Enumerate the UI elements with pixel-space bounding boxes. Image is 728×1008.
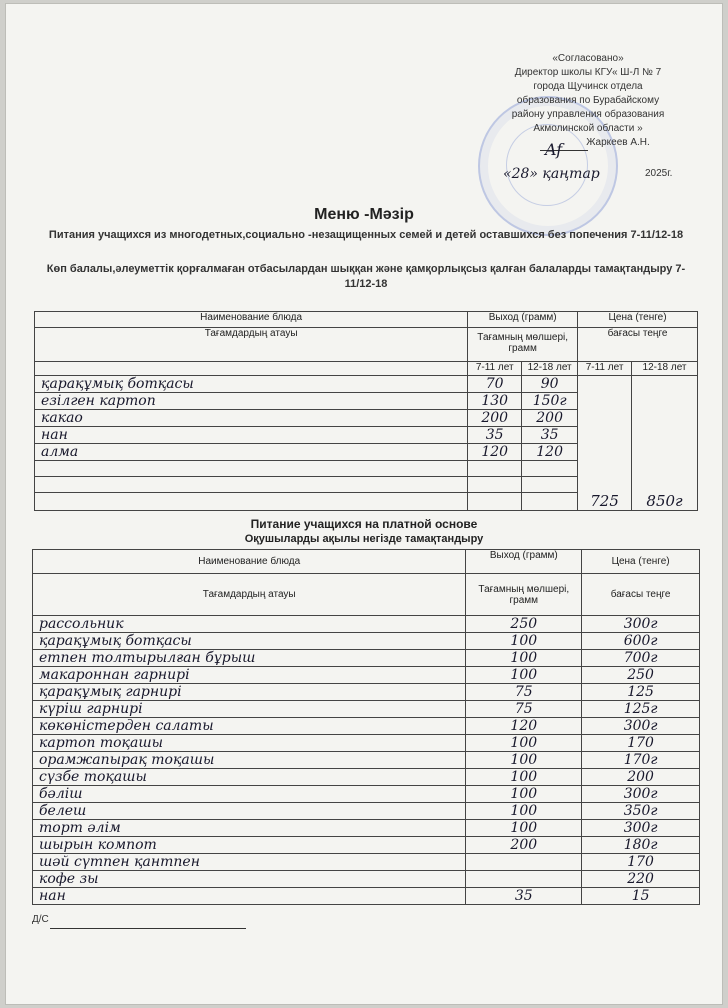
empty-row — [35, 461, 468, 477]
total-price-7-11: 725 — [578, 376, 632, 511]
dish-price: 170 — [582, 854, 700, 871]
subtitle-ru: Питания учащихся из многодетных,социально -незащищенных семей и детей оставшихся без попечения 7-11/12-18 — [48, 229, 684, 241]
approval-line: «Согласовано» — [552, 53, 624, 64]
dish-name: етпен толтырылған бұрыш — [33, 650, 466, 667]
dish-name: көкөністерден салаты — [33, 718, 466, 735]
dish-output: 35 — [466, 888, 582, 905]
dish-output: 100 — [466, 769, 582, 786]
age-12-18: 12-18 лет — [522, 362, 578, 376]
dish-output: 120 — [466, 718, 582, 735]
director-name: Жаркеев А.Н. — [586, 137, 650, 148]
dish-name: күріш гарнирі — [33, 701, 466, 718]
approval-block — [478, 52, 698, 150]
dish-output: 100 — [466, 650, 582, 667]
dish-output-12-18: 150г — [522, 393, 578, 410]
age-7-11-price: 7-11 лет — [578, 362, 632, 376]
dish-name: қарақұмық ботқасы — [35, 376, 468, 393]
dish-price: 300г — [582, 786, 700, 803]
dish-name: бәліш — [33, 786, 466, 803]
col-header-price-kz: бағасы теңге — [578, 328, 698, 362]
dish-price: 300г — [582, 718, 700, 735]
dish-name: сүзбе тоқашы — [33, 769, 466, 786]
approval-line: Директор школы КГУ« Ш-Л № 7 — [514, 67, 662, 78]
dish-name: шәй сүтпен қантпен — [33, 854, 466, 871]
empty-row — [35, 477, 468, 493]
dish-output-12-18: 35 — [522, 427, 578, 444]
dish-output-7-11: 70 — [468, 376, 522, 393]
dish-price: 300г — [582, 616, 700, 633]
dish-name: рассольник — [33, 616, 466, 633]
col-header-name-kz: Тағамдардың атауы — [35, 328, 468, 362]
col-header-price-kz: бағасы теңге — [582, 574, 700, 616]
dish-output-7-11: 130 — [468, 393, 522, 410]
dish-output-12-18: 200 — [522, 410, 578, 427]
dish-price: 250 — [582, 667, 700, 684]
section2-title-kz: Оқушыларды ақылы негізде тамақтандыру — [244, 533, 484, 545]
age-7-11: 7-11 лет — [468, 362, 522, 376]
empty-row — [35, 493, 468, 511]
dish-price: 170г — [582, 752, 700, 769]
dish-name: алма — [35, 444, 468, 461]
col-header-price-ru: Цена (тенге) — [578, 312, 698, 328]
dish-output: 200 — [466, 837, 582, 854]
dish-name: нан — [33, 888, 466, 905]
dish-name: кофе зы — [33, 871, 466, 888]
dish-output: 100 — [466, 667, 582, 684]
dish-name: қарақұмық гарнирі — [33, 684, 466, 701]
menu-table-free — [34, 311, 698, 511]
approval-line: району управления образования — [511, 109, 665, 120]
approval-line: Акмолинской области » — [533, 123, 643, 134]
dish-name: белеш — [33, 803, 466, 820]
dish-name: орамжапырақ тоқашы — [33, 752, 466, 769]
col-header-output-ru: Выход (грамм) — [468, 312, 578, 328]
dish-output-7-11: 120 — [468, 444, 522, 461]
dish-name: нан — [35, 427, 468, 444]
dish-output — [466, 871, 582, 888]
dish-name: какао — [35, 410, 468, 427]
dish-output: 250 — [466, 616, 582, 633]
dish-output: 100 — [466, 752, 582, 769]
dish-price: 220 — [582, 871, 700, 888]
dish-output: 100 — [466, 735, 582, 752]
col-header-name-ru: Наименование блюда — [33, 550, 466, 574]
approval-date: «28» қаңтар — [503, 166, 600, 182]
dish-price: 700г — [582, 650, 700, 667]
dish-price: 180г — [582, 837, 700, 854]
page-title: Меню -Мәзір — [314, 206, 414, 223]
ds-label: Д/С — [32, 914, 49, 925]
section2-title-ru: Питание учащихся на платной основе — [250, 517, 478, 531]
approval-line: образования по Бурабайскому — [516, 95, 660, 106]
col-header-name-kz: Тағамдардың атауы — [33, 574, 466, 616]
approval-line: города Щучинск отдела — [533, 81, 643, 92]
ds-signature-line — [50, 928, 246, 929]
dish-output-7-11: 35 — [468, 427, 522, 444]
dish-name: торт әлім — [33, 820, 466, 837]
menu-table-paid — [32, 549, 700, 905]
dish-output-12-18: 120 — [522, 444, 578, 461]
dish-output: 75 — [466, 701, 582, 718]
dish-output-7-11: 200 — [468, 410, 522, 427]
dish-price: 125г — [582, 701, 700, 718]
dish-name: езілген картоп — [35, 393, 468, 410]
dish-price: 300г — [582, 820, 700, 837]
dish-output: 100 — [466, 633, 582, 650]
dish-price: 125 — [582, 684, 700, 701]
dish-name: қарақұмық ботқасы — [33, 633, 466, 650]
col-header-price-ru: Цена (тенге) — [582, 550, 700, 574]
dish-output: 75 — [466, 684, 582, 701]
signature: Af — [545, 140, 563, 159]
dish-output — [466, 854, 582, 871]
dish-name: картоп тоқашы — [33, 735, 466, 752]
dish-price: 170 — [582, 735, 700, 752]
dish-name: шырын компот — [33, 837, 466, 854]
age-12-18-price: 12-18 лет — [632, 362, 698, 376]
dish-output: 100 — [466, 820, 582, 837]
subtitle-kz: Көп балалы,әлеуметтік қорғалмаған отбасылардан шыққан және қамқорлықсыз қалған балаларды тамақтандыру 7-11/12-18 — [46, 263, 686, 290]
col-header-output-ru: Выход (грамм) — [466, 550, 582, 574]
approval-year: 2025г. — [645, 168, 673, 179]
dish-name: макароннан гарнирі — [33, 667, 466, 684]
dish-price: 200 — [582, 769, 700, 786]
dish-output: 100 — [466, 803, 582, 820]
col-header-name-ru: Наименование блюда — [35, 312, 468, 328]
total-price-12-18: 850г — [632, 376, 698, 511]
dish-output: 100 — [466, 786, 582, 803]
dish-output-12-18: 90 — [522, 376, 578, 393]
col-header-output-kz: Тағамның мөлшері, грамм — [468, 328, 578, 362]
dish-price: 600г — [582, 633, 700, 650]
col-header-output-kz: Тағамның мөлшері, грамм — [466, 574, 582, 616]
dish-price: 350г — [582, 803, 700, 820]
dish-price: 15 — [582, 888, 700, 905]
